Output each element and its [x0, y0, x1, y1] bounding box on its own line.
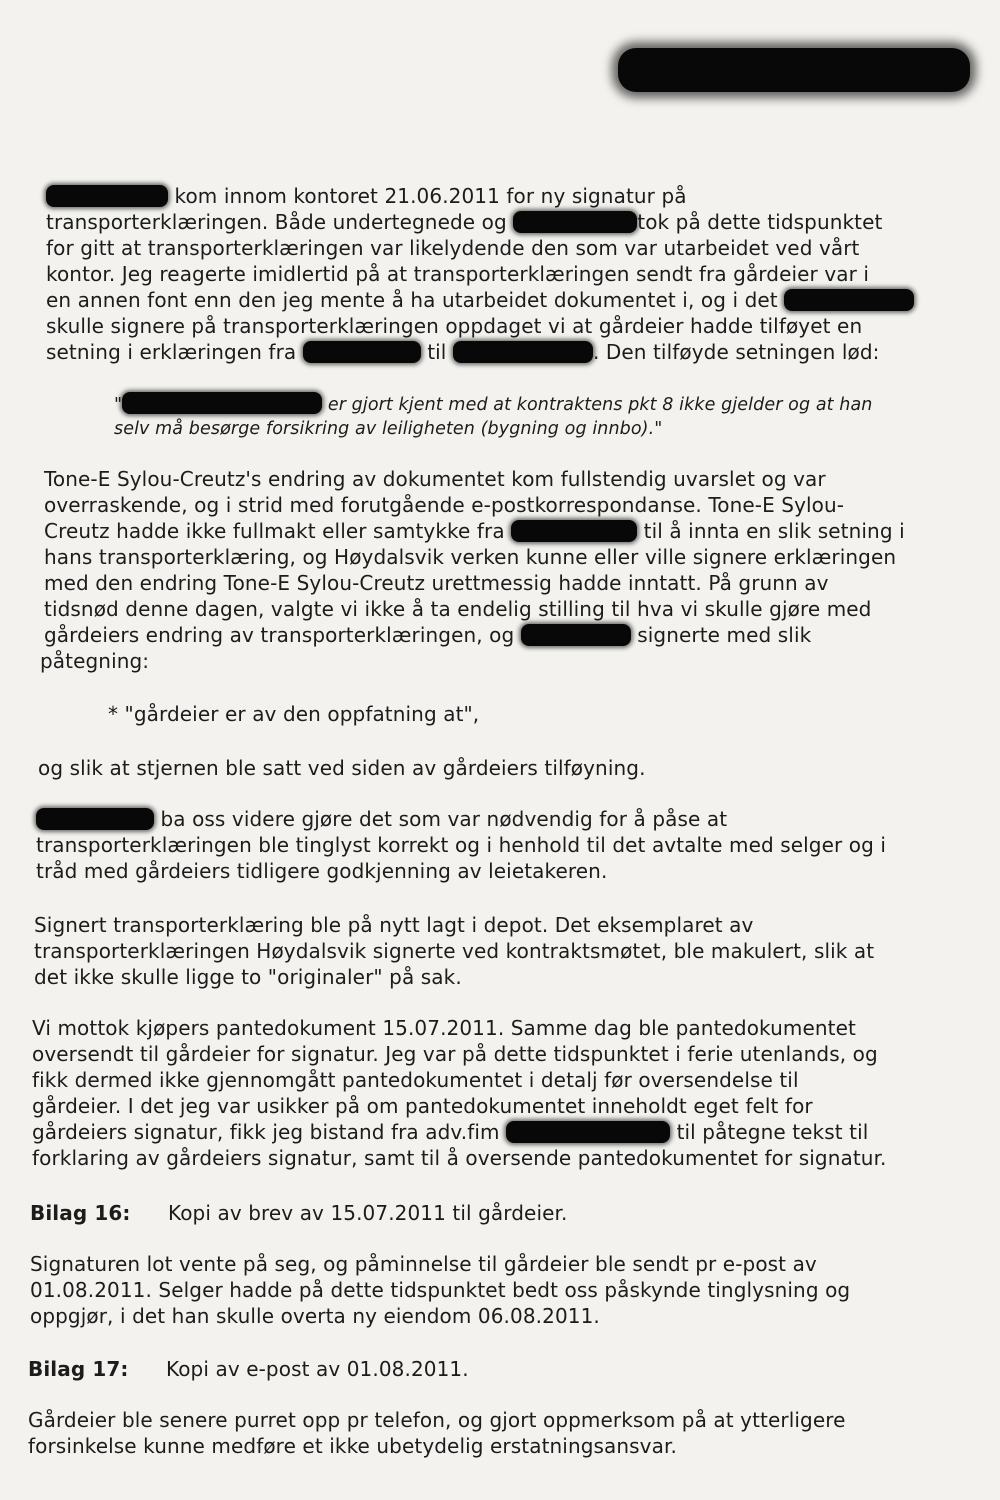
- text: gårdeiers endring av transporterklæringen, og: [44, 623, 515, 647]
- bilag-text: Kopi av e-post av 01.08.2011.: [166, 1357, 469, 1381]
- text: kom innom kontoret 21.06.2011 for ny signatur på: [174, 184, 687, 208]
- redaction-mark: [511, 520, 637, 542]
- p6-line-2: 01.08.2011. Selger hadde på dette tidspunktet bedt oss påskynde tinglysning og: [30, 1278, 851, 1302]
- redaction-mark: [122, 392, 322, 414]
- redaction-mark: [521, 624, 631, 646]
- p1-line-2: [46, 209, 882, 235]
- p1-line-4: kontor. Jeg reagerte imidlertid på at transporterklæringen sendt fra gårdeier var i: [46, 262, 870, 286]
- text: setning i erklæringen fra: [46, 340, 297, 364]
- p5-line-2: oversendt til gårdeier for signatur. Jeg var på dette tidspunktet i ferie utenlands, og: [32, 1042, 878, 1066]
- p2-line-1: Tone-E Sylou-Creutz's endring av dokumentet kom fullstendig uvarslet og var: [44, 467, 826, 491]
- text: tok på dette tidspunktet: [637, 210, 883, 234]
- redaction-mark: [46, 185, 168, 207]
- text: gårdeiers signatur, fikk jeg bistand fra adv.fim: [32, 1120, 500, 1144]
- p2-line-2: overraskende, og i strid med forutgående e-postkorrespondanse. Tone-E Sylou-: [44, 493, 845, 517]
- p5-line-5: [32, 1119, 868, 1145]
- p3-line-2: transporterklæringen ble tinglyst korrekt og i henhold til det avtalte med selger og i: [36, 833, 887, 857]
- p2-line-4: hans transporterklæring, og Høydalsvik verken kunne eller ville signere erklæringen: [44, 545, 897, 569]
- bilag-label: Bilag 16:: [30, 1201, 131, 1225]
- text: . Den tilføyde setningen lød:: [592, 340, 880, 364]
- p7-line-1: Gårdeier ble senere purret opp pr telefon, og gjort oppmerksom på at ytterligere: [28, 1408, 846, 1432]
- p1-line-7: [46, 339, 879, 365]
- text: til: [427, 340, 447, 364]
- p3-line-3: tråd med gårdeiers tidligere godkjenning av leietakeren.: [36, 859, 608, 883]
- p1-line-5: [46, 287, 914, 313]
- p7-line-2: forsinkelse kunne medføre et ikke ubetydelig erstatningsansvar.: [28, 1434, 677, 1458]
- p3-line-1: [36, 806, 727, 832]
- redaction-mark: [36, 808, 154, 830]
- p4-line-1: Signert transporterklæring ble på nytt lagt i depot. Det eksemplaret av: [34, 913, 754, 937]
- bilag-text: Kopi av brev av 15.07.2011 til gårdeier.: [168, 1201, 568, 1225]
- p1-line-6: skulle signere på transporterklæringen oppdaget vi at gårdeier hadde tilføyet en: [46, 314, 863, 338]
- text: ": [114, 395, 123, 415]
- text: Creutz hadde ikke fullmakt eller samtykke fra: [44, 519, 505, 543]
- bilag-label: Bilag 17:: [28, 1357, 129, 1381]
- quote-line-2: selv må besørge forsikring av leiligheten (bygning og innbo).": [114, 419, 663, 439]
- p2-line-8: påtegning:: [40, 649, 150, 673]
- p4-line-3: det ikke skulle ligge to "originaler" på sak.: [34, 965, 462, 989]
- bilag-16: [30, 1200, 567, 1226]
- redaction-mark: [513, 211, 637, 233]
- text: signerte med slik: [637, 623, 812, 647]
- star-follow-line: og slik at stjernen ble satt ved siden av gårdeiers tilføyning.: [38, 756, 646, 780]
- p5-line-3: fikk dermed ikke gjennomgått pantedokumentet i detalj før oversendelse til: [32, 1068, 799, 1092]
- p1-line-1: [46, 183, 687, 209]
- p2-line-6: tidsnød denne dagen, valgte vi ikke å ta endelig stilling til hva vi skulle gjøre med: [44, 597, 872, 621]
- p5-line-1: Vi mottok kjøpers pantedokument 15.07.2011. Samme dag ble pantedokumentet: [32, 1016, 856, 1040]
- bilag-17: [28, 1356, 469, 1382]
- p2-line-5: med den endring Tone-E Sylou-Creutz urettmessig hadde inntatt. På grunn av: [44, 571, 829, 595]
- text: ba oss videre gjøre det som var nødvendig for å påse at: [160, 807, 728, 831]
- text: til å innta en slik setning i: [643, 519, 905, 543]
- text: er gjort kjent med at kontraktens pkt 8 ikke gjelder og at han: [327, 395, 873, 415]
- redaction-mark: [506, 1121, 670, 1143]
- p4-line-2: transporterklæringen Høydalsvik signerte ved kontraktsmøtet, ble makulert, slik at: [34, 939, 875, 963]
- text: transporterklæringen. Både undertegnede og: [46, 210, 507, 234]
- p5-line-4: gårdeier. I det jeg var usikker på om pantedokumentet inneholdt eget felt for: [32, 1094, 813, 1118]
- redaction-mark: [784, 289, 914, 311]
- text: til påtegne tekst til: [676, 1120, 869, 1144]
- header-redaction: [618, 48, 970, 92]
- text: en annen font enn den jeg mente å ha utarbeidet dokumentet i, og i det: [46, 288, 778, 312]
- p5-line-6: forklaring av gårdeiers signatur, samt til å oversende pantedokumentet for signatur.: [32, 1146, 887, 1170]
- quote-line-1: [114, 392, 873, 418]
- p6-line-1: Signaturen lot vente på seg, og påminnelse til gårdeier ble sendt pr e-post av: [30, 1252, 817, 1276]
- p6-line-3: oppgjør, i det han skulle overta ny eiendom 06.08.2011.: [30, 1304, 600, 1328]
- redaction-mark: [453, 341, 593, 363]
- p1-line-3: for gitt at transporterklæringen var likelydende den som var utarbeidet ved vårt: [46, 236, 860, 260]
- redaction-mark: [303, 341, 421, 363]
- p2-line-3: [44, 518, 905, 544]
- star-annotation: * "gårdeier er av den oppfatning at",: [108, 702, 480, 726]
- p2-line-7: [44, 622, 811, 648]
